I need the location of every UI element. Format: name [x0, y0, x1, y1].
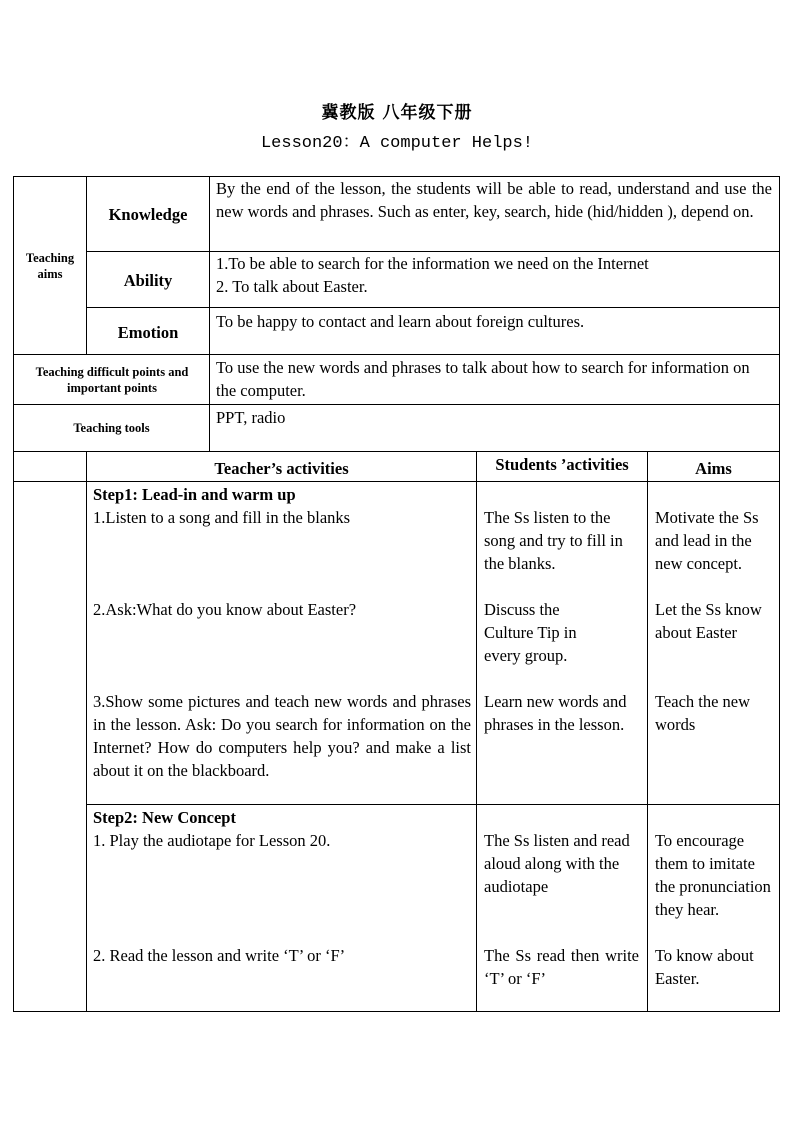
row-divider [86, 804, 780, 805]
step1-teacher-activity-1: 1.Listen to a song and fill in the blanks [93, 508, 351, 527]
teaching-tools-text: PPT, radio [216, 408, 286, 427]
step2-teacher-activity-2: 2. Read the lesson and write ‘T’ or ‘F’ [93, 946, 346, 965]
row-divider [13, 404, 780, 405]
column-divider [209, 176, 210, 452]
emotion-text: To be happy to contact and learn about foreign cultures. [216, 312, 585, 331]
ability-label: Ability [123, 271, 173, 290]
step2-student-activity-1: The Ss listen and read aloud along with the audiotape [484, 831, 630, 896]
table-border-bottom [13, 1011, 780, 1012]
step1-aim-2: Let the Ss know about Easter [655, 600, 762, 642]
step2-teacher-activity-1: 1. Play the audiotape for Lesson 20. [93, 831, 331, 850]
table-border-right [779, 176, 780, 1012]
column-divider [476, 451, 477, 1012]
teaching-tools-label: Teaching tools [73, 421, 150, 435]
step1-teacher-activity-3: 3.Show some pictures and teach new words and phrases in the lesson. Ask: Do you search for information on the Internet? How do computers help you? and make a list about it on the blackboard. [93, 692, 471, 780]
row-divider [86, 307, 780, 308]
step2-student-activity-2: The Ss read then write ‘T’ or ‘F’ [484, 946, 639, 988]
step1-student-activity-1: The Ss listen to the song and try to fill in the blanks. [484, 508, 623, 573]
row-divider [13, 451, 780, 452]
row-divider [13, 481, 780, 482]
lesson-title: Lesson20：A computer Helps! [260, 134, 534, 153]
step1-student-activity-3: Learn new words and phrases in the lesson. [484, 692, 627, 734]
row-divider [13, 354, 780, 355]
step1-heading: Step1: Lead-in and warm up [93, 485, 296, 504]
knowledge-label: Knowledge [108, 205, 188, 224]
students-activities-header: Students ’activities [495, 455, 629, 474]
step1-aim-3: Teach the new words [655, 692, 751, 734]
difficult-points-text: To use the new words and phrases to talk about how to search for information on the computer. [216, 358, 750, 400]
aims-header: Aims [695, 459, 732, 478]
step1-aim-1: Motivate the Ss and lead in the new concept. [655, 508, 759, 573]
difficult-points-label: Teaching difficult points and important points [35, 365, 189, 395]
teacher-activities-header: Teacher’s activities [214, 459, 349, 478]
step1-teacher-activity-2: 2.Ask:What do you know about Easter? [93, 600, 357, 619]
column-divider [647, 451, 648, 1012]
step2-aim-2: To know about Easter. [655, 946, 754, 988]
column-divider [86, 451, 87, 1012]
teaching-aims-label: Teaching aims [25, 251, 75, 281]
emotion-label: Emotion [117, 323, 179, 342]
step2-heading: Step2: New Concept [93, 808, 236, 827]
table-border-left [13, 176, 14, 1012]
step2-aim-1: To encourage them to imitate the pronunciation they hear. [655, 831, 771, 919]
step1-student-activity-2: Discuss the Culture Tip in every group. [484, 600, 577, 665]
document-title: 冀教版 八年级下册 [321, 103, 473, 123]
knowledge-text: By the end of the lesson, the students will be able to read, understand and use the new words and phrases. Such as enter, key, search, hide (hid/hidden ), depend on. [216, 179, 772, 221]
ability-text: 1.To be able to search for the information we need on the Internet 2. To talk about Easter. [216, 254, 649, 296]
